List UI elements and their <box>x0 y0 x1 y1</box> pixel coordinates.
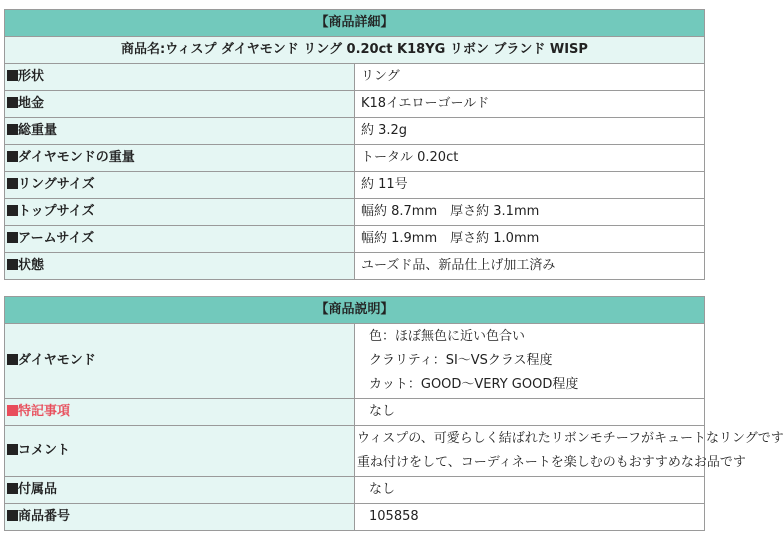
square-bullet-icon <box>7 405 18 416</box>
detail-value: K18イエローゴールド <box>355 91 705 118</box>
notes-label: 特記事項 <box>18 404 71 419</box>
square-bullet-icon <box>7 354 18 365</box>
detail-row-total-weight <box>5 118 705 145</box>
square-bullet-icon <box>7 232 18 243</box>
diamond-clarity-line: クラリティ：SI～VSクラス程度 <box>369 353 553 368</box>
description-row-product-number <box>5 504 705 531</box>
square-bullet-icon <box>7 151 18 162</box>
detail-label: ダイヤモンドの重量 <box>18 150 135 165</box>
square-bullet-icon <box>7 124 18 135</box>
detail-row-arm-size <box>5 226 705 253</box>
detail-value: 約 3.2g <box>355 118 705 145</box>
detail-row-condition <box>5 253 705 280</box>
detail-row-top-size <box>5 199 705 226</box>
details-table <box>4 9 705 280</box>
accessories-value: なし <box>355 477 705 504</box>
diamond-label: ダイヤモンド <box>18 353 96 368</box>
detail-value: 幅約 8.7mm 厚さ約 3.1mm <box>355 199 705 226</box>
detail-row-ring-size <box>5 172 705 199</box>
comment-line: ウィスプの、可愛らしく結ばれたリボンモチーフがキュートなリングです <box>357 431 784 446</box>
detail-value: 幅約 1.9mm 厚さ約 1.0mm <box>355 226 705 253</box>
detail-value: リング <box>355 64 705 91</box>
comment-label: コメント <box>18 443 71 458</box>
notes-value: なし <box>355 399 705 426</box>
description-row-notes <box>5 399 705 426</box>
description-table <box>4 296 784 531</box>
square-bullet-icon <box>7 205 18 216</box>
detail-label: 地金 <box>18 96 45 111</box>
detail-value: トータル 0.20ct <box>355 145 705 172</box>
description-row-accessories <box>5 477 705 504</box>
square-bullet-icon <box>7 483 18 494</box>
description-row-diamond <box>5 324 705 399</box>
product-name: 商品名:ウィスプ ダイヤモンド リング 0.20ct K18YG リボン ブランド WISP <box>5 37 705 64</box>
detail-label: 形状 <box>18 69 45 84</box>
description-row-comment <box>5 426 705 477</box>
detail-value: 約 11号 <box>355 172 705 199</box>
detail-value: ユーズド品、新品仕上げ加工済み <box>355 253 705 280</box>
square-bullet-icon <box>7 178 18 189</box>
detail-row-metal <box>5 91 705 118</box>
square-bullet-icon <box>7 97 18 108</box>
square-bullet-icon <box>7 70 18 81</box>
detail-row-shape <box>5 64 705 91</box>
accessories-label: 付属品 <box>18 482 58 497</box>
square-bullet-icon <box>7 259 18 270</box>
description-header: 【商品説明】 <box>5 297 705 324</box>
detail-label: アームサイズ <box>18 231 95 246</box>
diamond-color-line: 色：ほぼ無色に近い色合い <box>369 329 526 344</box>
detail-label: 状態 <box>18 258 45 273</box>
product-number-label: 商品番号 <box>18 509 71 524</box>
detail-label: 総重量 <box>18 123 58 138</box>
diamond-cut-line: カット：GOOD～VERY GOOD程度 <box>369 377 579 392</box>
detail-row-diamond-weight <box>5 145 705 172</box>
square-bullet-icon <box>7 444 18 455</box>
comment-line: 重ね付けをして、コーディネートを楽しむのもおすすめなお品です <box>357 455 746 470</box>
details-header: 【商品詳細】 <box>5 10 705 37</box>
square-bullet-icon <box>7 510 18 521</box>
detail-label: リングサイズ <box>18 177 95 192</box>
detail-label: トップサイズ <box>18 204 95 219</box>
product-number-value: 105858 <box>355 504 705 531</box>
